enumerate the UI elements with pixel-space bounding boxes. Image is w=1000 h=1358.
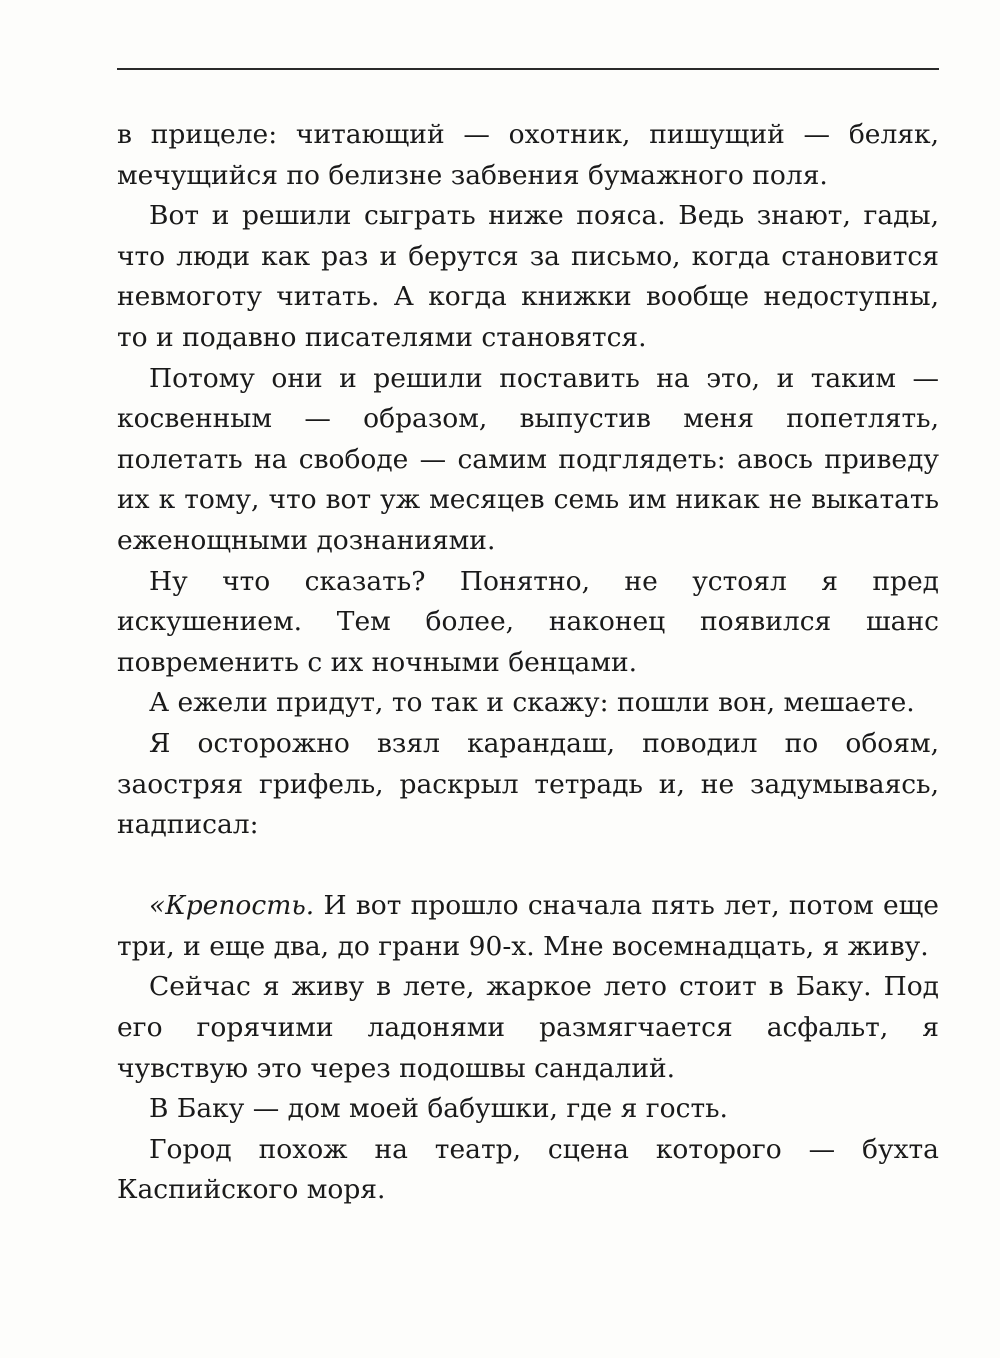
paragraph-2: Вот и решили сыграть ниже пояса. Ведь знают, гады, что люди как раз и берутся за письмо, когда становится невмоготу читать. А когда книжки вообще недоступны, то и подавно писателями становятся.: [117, 200, 939, 353]
paragraph-6: Я осторожно взял карандаш, поводил по обоям, заостряя грифель, раскрыл тетрадь и, не задумываясь, надписал:: [117, 727, 939, 841]
paragraph-8: Сейчас я живу в лете, жаркое лето стоит в Баку. Под его горячими ладонями размягчается асфальт, я чувствую это через подошвы сандалий.: [117, 971, 939, 1084]
header-rule: [117, 68, 939, 70]
paragraph-1: в прицеле: читающий — охотник, пишущий — беляк, мечущийся по белизне забвения бумажного поля.: [117, 119, 939, 191]
paragraph-3: Потому они и решили поставить на это, и таким — косвенным — образом, выпустив меня попетлять, полетать на свободе — самим подглядеть: авось приведу их к тому, что вот уж месяцев семь им никак не выкатать еженощными дознаниями.: [117, 362, 939, 556]
paragraph-9: В Баку — дом моей бабушки, где я гость.: [149, 1093, 728, 1125]
paragraph-10: Город похож на театр, сцена которого — бухта Каспийского моря.: [117, 1133, 939, 1206]
paragraph-7: [117, 886, 939, 967]
paragraph-5: А ежели придут, то так и скажу: пошли вон, мешаете.: [149, 687, 915, 719]
blank-line: [117, 846, 939, 887]
paragraph-4: Ну что сказать? Понятно, не устоял я пред искушением. Тем более, наконец появился шанс повременить с их ночными бенцами.: [117, 565, 939, 678]
body-text: [117, 115, 939, 1211]
italic-title: «Крепость.: [149, 890, 315, 922]
paragraph-7-text: И вот прошло сначала пять лет, потом еще три, и еще два, до грани 90-х. Мне восемнадцать, я живу.: [117, 890, 939, 962]
